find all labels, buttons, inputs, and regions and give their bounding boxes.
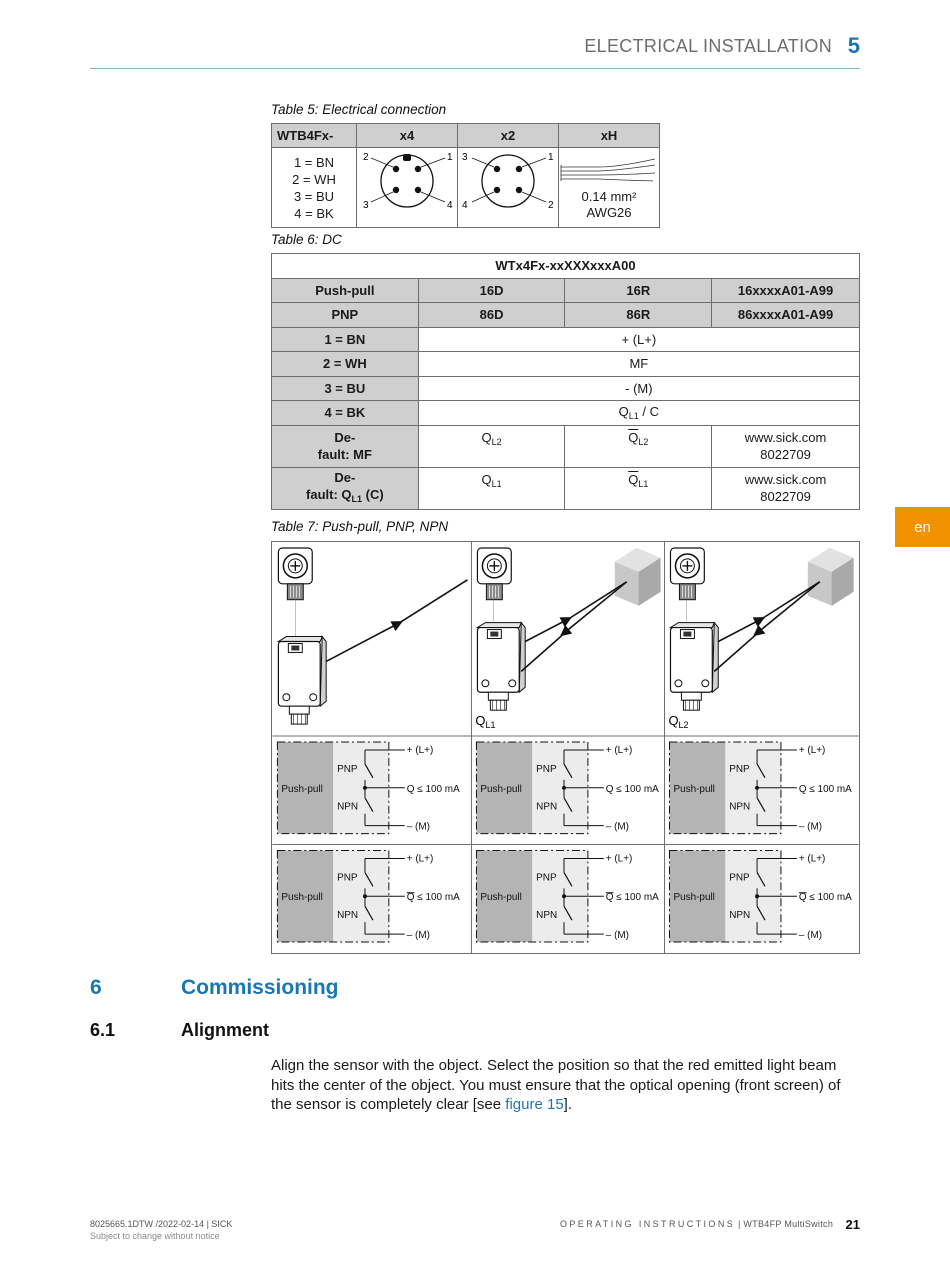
svg-text:Q ≤ 100 mA: Q ≤ 100 mA	[406, 783, 460, 795]
default-ql1-col3: www.sick.com 8022709	[712, 467, 860, 509]
electrical-connection-table	[271, 123, 660, 228]
table5-header-x2: x2	[458, 124, 559, 148]
wh-value: MF	[418, 352, 859, 377]
table5-header-model: WTB4Fx-	[272, 124, 357, 148]
svg-text:PNP: PNP	[536, 872, 557, 884]
x2-pin-2: 2	[548, 200, 554, 211]
row-label-pnp: PNP	[272, 303, 419, 328]
x2-pin-4: 4	[462, 200, 468, 211]
svg-text:Q ≤ 100 mA: Q ≤ 100 mA	[798, 783, 852, 795]
svg-text:Push-pull: Push-pull	[281, 783, 323, 795]
row-label-wh: 2 = WH	[272, 352, 419, 377]
svg-text:+ (L+): + (L+)	[798, 744, 826, 756]
x4-pin-3: 3	[363, 200, 369, 211]
default-mf-col2: $\overline{Q}_{L2}$	[565, 425, 712, 467]
output-circuit-2-3	[669, 850, 852, 942]
svg-text:+ (L+): + (L+)	[406, 744, 434, 756]
footer-page-number: 21	[845, 1217, 860, 1232]
svg-text:– (M): – (M)	[406, 821, 430, 833]
row-label-push-pull: Push-pull	[272, 278, 419, 303]
section-6-1-number: 6.1	[90, 1020, 116, 1040]
language-tab[interactable]: en	[895, 507, 950, 547]
cable-awg: AWG26	[586, 204, 632, 220]
svg-text:NPN: NPN	[337, 910, 359, 922]
svg-text:NPN: NPN	[536, 801, 558, 813]
wire-3: 3 = BU	[293, 188, 335, 204]
pnp-86r: 86R	[565, 303, 712, 328]
row-label-bn: 1 = BN	[272, 327, 419, 352]
push-pull-pnp-npn-diagram	[271, 541, 860, 954]
section-6-number: 6	[90, 976, 102, 999]
svg-text:– (M): – (M)	[406, 930, 430, 942]
row-label-default-ql1: De- fault: $Q_{L1}$ (C)	[272, 467, 419, 509]
output-circuit-2-2	[476, 850, 659, 942]
section-header-number: 5	[847, 33, 860, 58]
row-label-bk: 4 = BK	[272, 401, 419, 426]
x2-connector-pinout-icon	[458, 148, 558, 224]
table5-caption: Table 5: Electrical connection	[271, 102, 447, 117]
table5-header-x4: x4	[357, 124, 458, 148]
bn-value: + (L+)	[418, 327, 859, 352]
wire-color-list	[272, 148, 357, 228]
table6-caption: Table 6: DC	[271, 232, 342, 247]
sensor-panel-ql2	[668, 548, 853, 730]
svg-text:PNP: PNP	[337, 872, 358, 884]
x4-pin-1: 1	[447, 152, 453, 163]
svg-text:+ (L+): + (L+)	[406, 853, 434, 865]
svg-text:Push-pull: Push-pull	[480, 892, 522, 904]
label-ql1: $Q_{L1}$	[475, 713, 496, 731]
svg-text:– (M): – (M)	[798, 821, 823, 833]
svg-text:NPN: NPN	[729, 910, 751, 922]
push-pull-16xxxx: 16xxxxA01-A99	[712, 278, 860, 303]
x4-pin-4: 4	[447, 200, 453, 211]
x4-pin-2: 2	[363, 152, 369, 163]
svg-text:PNP: PNP	[729, 872, 750, 884]
svg-text:PNP: PNP	[337, 763, 358, 775]
x2-connector-cell	[458, 148, 559, 228]
wire-1: 1 = BN	[293, 154, 335, 170]
footer-manual: OPERATING INSTRUCTIONS | WTB4FP MultiSwitch	[560, 1219, 834, 1229]
output-circuit-1-2	[476, 742, 659, 834]
table7-caption: Table 7: Push-pull, PNP, NPN	[271, 519, 449, 534]
svg-text:+ (L+): + (L+)	[798, 853, 826, 865]
svg-text:– (M): – (M)	[798, 930, 823, 942]
header-divider	[90, 68, 860, 69]
svg-text:+ (L+): + (L+)	[605, 853, 633, 865]
svg-text:+ (L+): + (L+)	[605, 744, 633, 756]
pnp-86xxxx: 86xxxxA01-A99	[712, 303, 860, 328]
x2-pin-1: 1	[548, 152, 554, 163]
output-circuit-2-1	[277, 850, 460, 942]
open-cable-ends-icon	[559, 157, 659, 185]
x2-pin-3: 3	[462, 152, 468, 163]
cable-cross-section: 0.14 mm²	[581, 188, 637, 204]
svg-text:Push-pull: Push-pull	[673, 892, 715, 904]
bu-value: - (M)	[418, 376, 859, 401]
alignment-paragraph: Align the sensor with the object. Select the position so that the red emitted light beam hits the center of the object. You must ensure that the optical opening (front screen) of the sensor is completely clear [see figure 15].	[271, 1057, 841, 1113]
push-pull-16d: 16D	[418, 278, 565, 303]
section-header-title: ELECTRICAL INSTALLATION	[584, 36, 832, 56]
svg-text:– (M): – (M)	[605, 821, 629, 833]
bk-value: $Q_{L1}$ / C	[418, 401, 859, 426]
svg-text:Push-pull: Push-pull	[673, 783, 715, 795]
figure-15-link[interactable]: figure 15	[505, 1096, 564, 1113]
default-mf-col1: $Q_{L2}$	[418, 425, 565, 467]
section-6-title: Commissioning	[181, 976, 339, 999]
push-pull-16r: 16R	[565, 278, 712, 303]
default-ql1-col2: $\overline{Q}_{L1}$	[565, 467, 712, 509]
xh-cable-cell	[559, 148, 660, 228]
sensor-panel-light-on	[278, 548, 467, 724]
svg-text:PNP: PNP	[536, 763, 557, 775]
svg-text:PNP: PNP	[729, 763, 750, 775]
dc-table	[271, 253, 860, 510]
row-label-default-mf: De- fault: MF	[272, 425, 419, 467]
x4-connector-cell	[357, 148, 458, 228]
default-mf-col3: www.sick.com 8022709	[712, 425, 860, 467]
svg-text:Q ≤ 100 mA: Q ≤ 100 mA	[406, 892, 460, 904]
footer-notice: Subject to change without notice	[90, 1231, 220, 1241]
section-6-1-title: Alignment	[181, 1020, 269, 1040]
wire-2: 2 = WH	[292, 171, 336, 187]
svg-text:Q ≤ 100 mA: Q ≤ 100 mA	[605, 892, 659, 904]
label-ql2: $Q_{L2}$	[668, 713, 689, 731]
dc-table-title: WTx4Fx-xxXXXxxxA00	[272, 254, 860, 279]
svg-text:– (M): – (M)	[605, 930, 629, 942]
svg-text:NPN: NPN	[536, 910, 558, 922]
output-circuit-1-3	[669, 742, 852, 834]
row-label-bu: 3 = BU	[272, 376, 419, 401]
wire-4: 4 = BK	[294, 205, 334, 221]
svg-text:Q ≤ 100 mA: Q ≤ 100 mA	[798, 892, 852, 904]
svg-text:Q ≤ 100 mA: Q ≤ 100 mA	[605, 783, 659, 795]
svg-text:Push-pull: Push-pull	[281, 892, 323, 904]
x4-connector-pinout-icon	[357, 148, 457, 224]
sensor-panel-ql1	[475, 548, 660, 730]
output-circuit-1-1	[277, 742, 460, 834]
pnp-86d: 86D	[418, 303, 565, 328]
footer-doc-id: 8025665.1DTW /2022-02-14 | SICK	[90, 1219, 233, 1229]
default-ql1-col1: $Q_{L1}$	[418, 467, 565, 509]
table5-header-xh: xH	[559, 124, 660, 148]
svg-text:NPN: NPN	[337, 801, 359, 813]
svg-text:NPN: NPN	[729, 801, 751, 813]
svg-text:Push-pull: Push-pull	[480, 783, 522, 795]
